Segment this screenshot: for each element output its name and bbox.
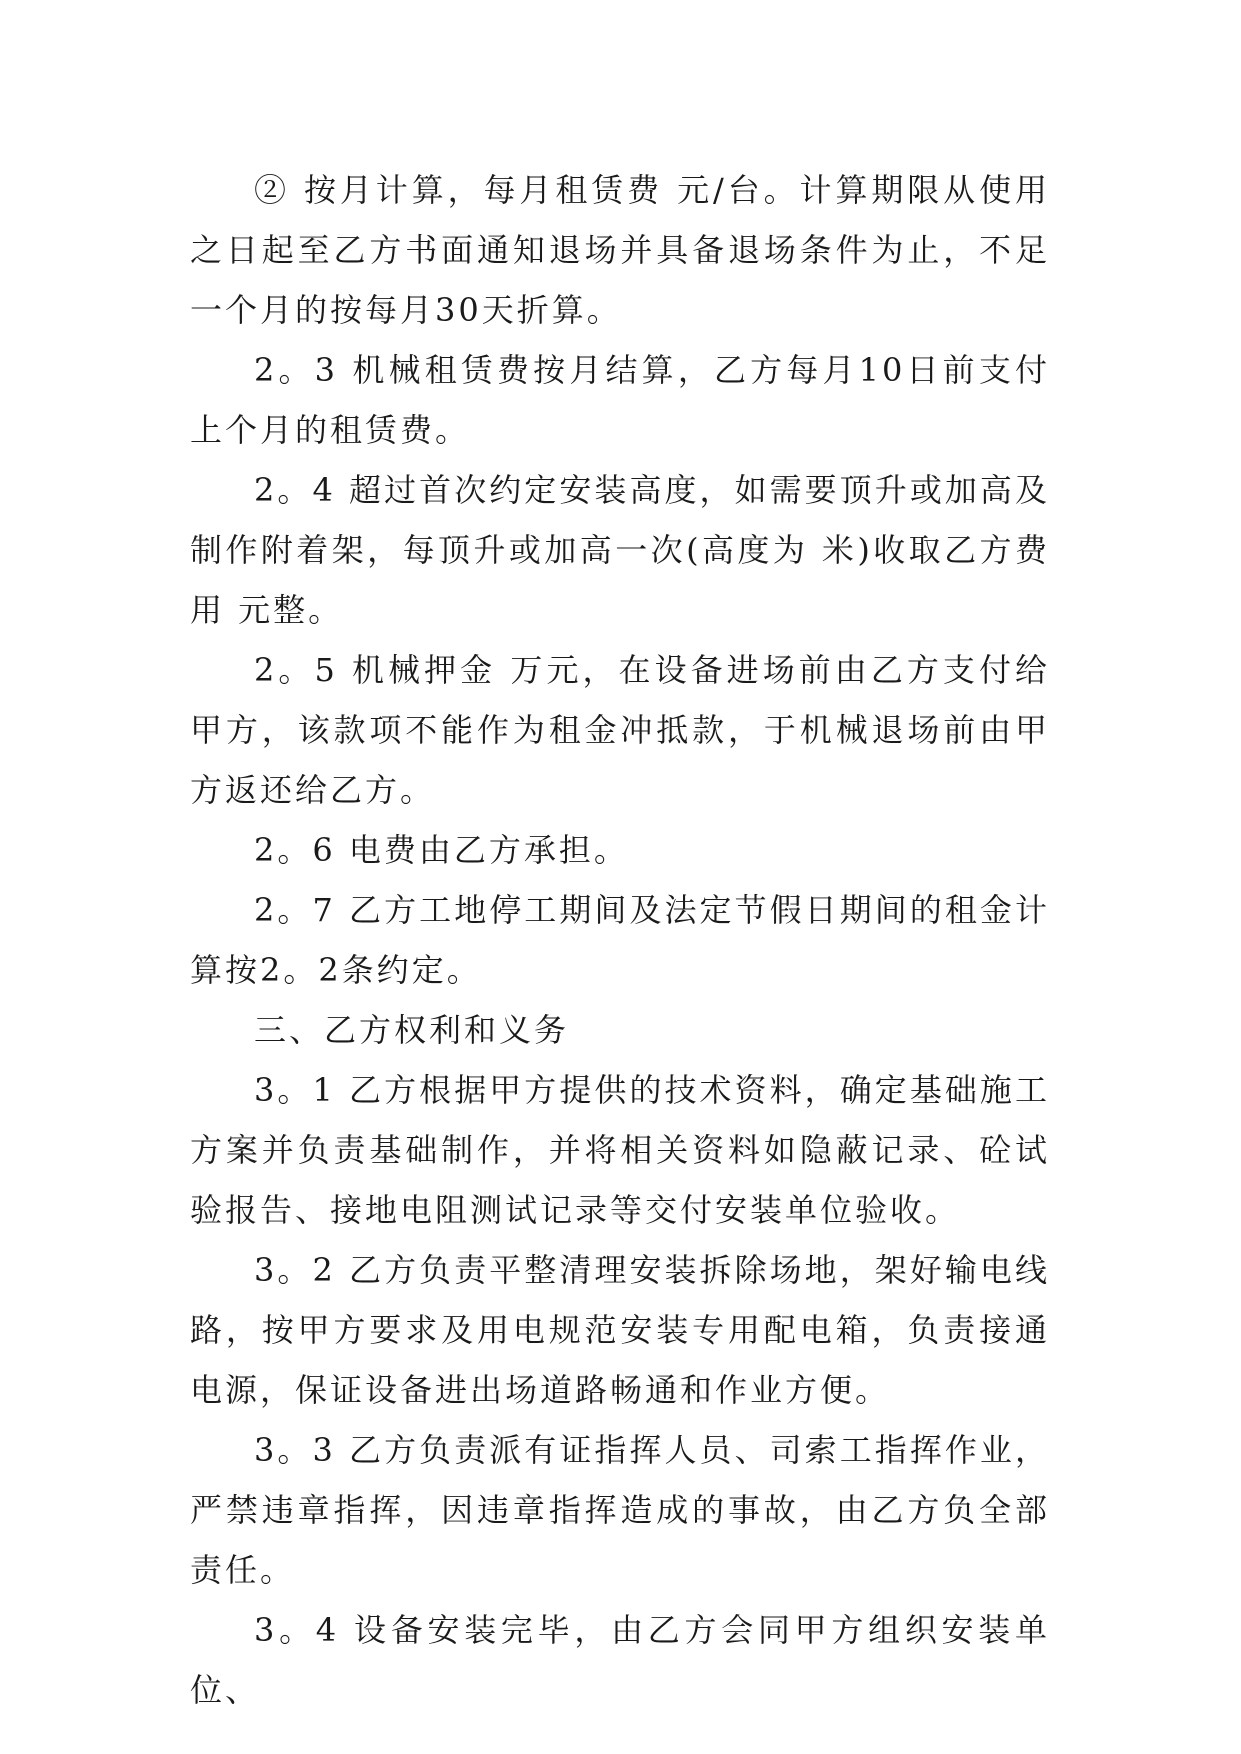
- paragraph-3-1: 3。1 乙方根据甲方提供的技术资料，确定基础施工方案并负责基础制作，并将相关资料如隐蔽记录、砼试验报告、接地电阻测试记录等交付安装单位验收。: [190, 1071, 1050, 1229]
- paragraph-2-4: 2。4 超过首次约定安装高度，如需要顶升或加高及制作附着架，每顶升或加高一次(高度为 米)收取乙方费用 元整。: [190, 471, 1050, 629]
- paragraph-rent-monthly: ② 按月计算，每月租赁费 元/台。计算期限从使用之日起至乙方书面通知退场并具备退场条件为止，不足一个月的按每月30天折算。: [190, 171, 1050, 329]
- paragraph-3-2: 3。2 乙方负责平整清理安装拆除场地，架好输电线路，按甲方要求及用电规范安装专用配电箱，负责接通电源，保证设备进出场道路畅通和作业方便。: [190, 1251, 1050, 1409]
- paragraph-2-5: 2。5 机械押金 万元，在设备进场前由乙方支付给甲方，该款项不能作为租金冲抵款，于机械退场前由甲方返还给乙方。: [190, 651, 1050, 809]
- section-heading-3: 三、乙方权利和义务: [254, 1011, 570, 1049]
- paragraph-3-3: 3。3 乙方负责派有证指挥人员、司索工指挥作业，严禁违章指挥，因违章指挥造成的事故，由乙方负全部责任。: [190, 1431, 1050, 1589]
- paragraph-3-4: 3。4 设备安装完毕，由乙方会同甲方组织安装单位、: [190, 1611, 1050, 1709]
- contract-body: [190, 160, 1050, 1720]
- paragraph-2-7: 2。7 乙方工地停工期间及法定节假日期间的租金计算按2。2条约定。: [190, 891, 1050, 989]
- paragraph-2-6: 2。6 电费由乙方承担。: [254, 831, 629, 869]
- paragraph-2-3: 2。3 机械租赁费按月结算，乙方每月10日前支付上个月的租赁费。: [190, 351, 1050, 449]
